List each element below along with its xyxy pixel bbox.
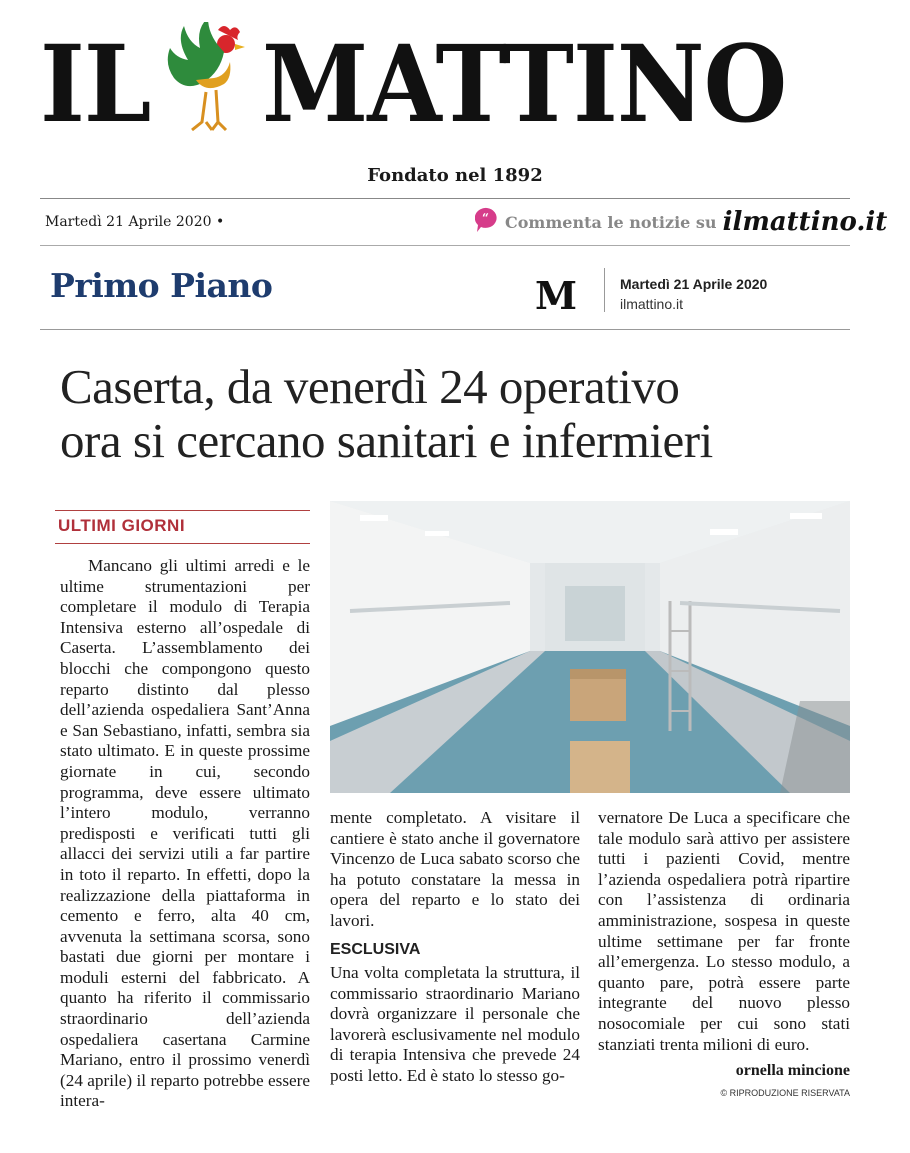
masthead [40,22,870,147]
svg-text:“: “ [482,211,489,225]
section-site: ilmattino.it [620,296,684,312]
article-column-2b: Una volta completata la struttura, il commissario straordinario Mariano dovrà organizzare il personale che lavorerà esclusivamente nel modulo di terapia Intensiva che prevede 24 posti letto. Ed è stato lo stesso go- [330,963,580,1085]
section-date: Martedì 21 Aprile 2020 [620,276,768,292]
article-column-3: vernatore De Luca a specificare che tale modulo sarà attivo per assistere tutti i pazienti Covid, mentre l’azienda ospedaliera potrà ripartire con l’assistenza di ordinaria amministrazione, sospesa in queste ultime settimane per far fronte all’emergenza. Lo stesso modulo, a quanto pare, potrà essere parte integrante del nuovo plesso nosocomiale per cui sono stati stanziati trenta milioni di euro. [598,808,850,1054]
divider [40,329,850,330]
divider [55,543,310,544]
comment-site-link[interactable]: ilmattino.it [722,207,888,237]
divider [40,198,850,199]
divider [40,245,850,246]
article-column-2: mente completato. A visitare il cantiere è stato anche il governatore Vincenzo de Luca sabato scorso che ha potuto constatare la messa in opera del reparto e lo stato dei lavori. [330,808,580,930]
issue-date: Martedì 21 Aprile 2020 • [45,214,225,230]
kicker: ULTIMI GIORNI [58,516,186,535]
section-title: Primo Piano [50,266,273,305]
comment-text: Commenta le notizie su [505,212,717,232]
copyright-notice: © RIPRODUZIONE RISERVATA [720,1088,850,1098]
headline-line-2: ora si cercano sanitari e infermieri [60,413,713,468]
article-column-1: Mancano gli ultimi arredi e le ultime strumentazioni per completare il modulo di Terapia Intensiva esterno all’ospedale di Caserta. L’assemblamento dei blocchi che compongono questo reparto distinto dal plesso dell’azienda ospedaliera Sant’Anna e San Sebastiano, infatti, sembra sia stato ultimato. E in queste prossime giornate in cui, secondo programma, deve essere ultimato l’intero modulo, verranno predisposti e verificati tutti gli allacci dei servizi utili a far partire in toto il reparto. In effetti, dopo la realizzazione della piattaforma in cemento e ferro, alta 40 cm, avvenuta la settimana scorsa, sono bastati due giorni per montare i moduli esterni del fabbricato. A quanto ha riferito il commissario straordinario dell’azienda ospedaliera casertana Carmine Mariano, entro il prossimo venerdì (24 aprile) il reparto potrebbe essere intera- [60,556,310,1111]
masthead-il: IL [40,22,151,147]
masthead-mattino: MATTINO [262,22,787,147]
comment-banner[interactable] [475,205,887,239]
founded-line: Fondato nel 1892 [367,165,543,186]
divider [55,510,310,511]
article-headline [60,360,860,468]
rooster-icon [158,22,263,137]
speech-bubble-icon [475,207,499,237]
subheading: ESCLUSIVA [330,941,421,958]
divider [604,268,605,312]
m-logo: M [535,273,578,318]
author-byline: ornella mincione [735,1062,850,1079]
headline-line-1: Caserta, da venerdì 24 operativo [60,359,680,414]
hospital-ward-under-construction-photo [330,501,850,793]
